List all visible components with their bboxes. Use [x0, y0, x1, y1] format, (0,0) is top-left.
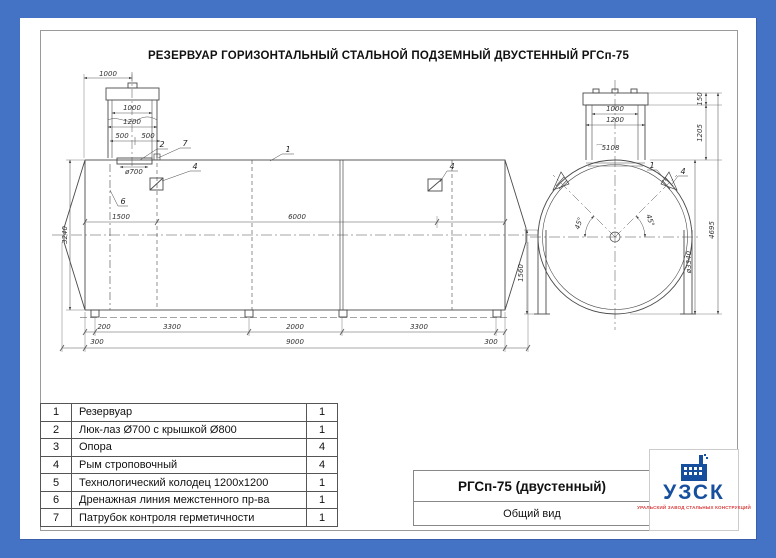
dim-arc: ⌒5108	[594, 144, 620, 152]
part-name-cell: Люк-лаз Ø700 с крышкой Ø800	[72, 421, 307, 439]
part-name-cell: Рым строповочный	[72, 456, 307, 474]
dim-neck-inner: 1000	[606, 105, 624, 113]
callout-manhole: 2	[159, 140, 165, 149]
logo-name: УЗСК	[663, 481, 725, 504]
part-qty-cell: 1	[307, 509, 338, 527]
factory-icon	[677, 454, 711, 482]
dim-angle-right: 45°	[644, 213, 656, 228]
part-number-cell: 5	[41, 474, 72, 492]
part-qty-cell: 1	[307, 421, 338, 439]
parts-table	[40, 403, 338, 527]
dim-half-right: 500	[141, 132, 155, 140]
table-row	[41, 439, 338, 457]
page-title: РЕЗЕРВУАР ГОРИЗОНТАЛЬНЫЙ СТАЛЬНОЙ ПОДЗЕМНЫЙ ДВУСТЕННЫЙ РГСп-75	[147, 50, 630, 62]
callout-rym-right: 4	[449, 162, 455, 171]
dim-diameter: ø3340	[685, 250, 693, 274]
part-qty-cell: 1	[307, 491, 338, 509]
dim-sup-span-right: 3300	[410, 323, 428, 331]
callout-drain: 6	[120, 197, 126, 206]
end-lug-right	[661, 172, 677, 190]
part-qty-cell: 4	[307, 439, 338, 457]
callout-tank: 1	[285, 145, 291, 154]
dim-left-span: 1500	[112, 213, 130, 221]
part-number-cell: 6	[41, 491, 72, 509]
logo-tagline: УРАЛЬСКИЙ ЗАВОД СТАЛЬНЫХ КОНСТРУКЦИЙ	[637, 505, 751, 510]
table-row	[41, 474, 338, 492]
part-number-cell: 2	[41, 421, 72, 439]
dim-neck-height: 1205	[696, 124, 704, 142]
part-qty-cell: 1	[307, 404, 338, 422]
dim-angle-left: 45°	[573, 216, 585, 231]
dim-half-left: 500	[115, 132, 129, 140]
side-view	[52, 72, 540, 352]
dim-sup-mid: 2000	[286, 323, 304, 331]
technical-drawing	[40, 60, 737, 398]
table-row	[41, 456, 338, 474]
dim-well-inner: 1000	[123, 104, 141, 112]
title-block	[413, 470, 651, 526]
part-number-cell: 7	[41, 509, 72, 527]
dim-well-outer: 1200	[123, 118, 141, 126]
dim-total-height: 4695	[708, 221, 716, 239]
dim-head-left: 300	[90, 338, 104, 346]
table-row	[41, 404, 338, 422]
part-name-cell: Резервуар	[72, 404, 307, 422]
dim-cover: 150	[696, 92, 704, 106]
part-number-cell: 3	[41, 439, 72, 457]
part-name-cell: Патрубок контроля герметичности	[72, 509, 307, 527]
supports	[80, 310, 510, 318]
table-row	[41, 421, 338, 439]
table-row	[41, 509, 338, 527]
part-name-cell: Дренажная линия межстенного пр-ва	[72, 491, 307, 509]
view-name: Общий вид	[414, 502, 651, 526]
lifting-lug-left	[150, 178, 163, 190]
dim-leg-height: 1560	[517, 264, 525, 282]
end-lug-left	[553, 172, 569, 190]
dim-top-offset: 1000	[99, 70, 117, 78]
dim-sup-edge-left: 200	[97, 323, 111, 331]
manhole-flange	[117, 158, 152, 164]
dim-sup-span-left: 3300	[163, 323, 181, 331]
dim-manhole: ø700	[125, 168, 143, 176]
part-qty-cell: 4	[307, 456, 338, 474]
callout-end-rym: 4	[680, 167, 686, 176]
model-name: РГСп-75 (двустенный)	[414, 471, 651, 502]
dim-body-len: 9000	[286, 338, 304, 346]
part-qty-cell: 1	[307, 474, 338, 492]
end-well	[583, 89, 648, 166]
uzsk-logo	[637, 449, 751, 531]
dim-neck-outer: 1200	[606, 116, 624, 124]
part-number-cell: 4	[41, 456, 72, 474]
part-number-cell: 1	[41, 404, 72, 422]
callout-patrubok: 7	[182, 139, 188, 148]
part-name-cell: Технологический колодец 1200х1200	[72, 474, 307, 492]
table-row	[41, 491, 338, 509]
callout-end-tank: 1	[649, 161, 655, 170]
callout-rym-left: 4	[192, 162, 198, 171]
part-name-cell: Опора	[72, 439, 307, 457]
dim-head-right: 300	[484, 338, 498, 346]
lifting-lug-right	[428, 179, 442, 191]
dim-shell-height: 3240	[61, 226, 69, 244]
dim-mid-span: 6000	[288, 213, 306, 221]
